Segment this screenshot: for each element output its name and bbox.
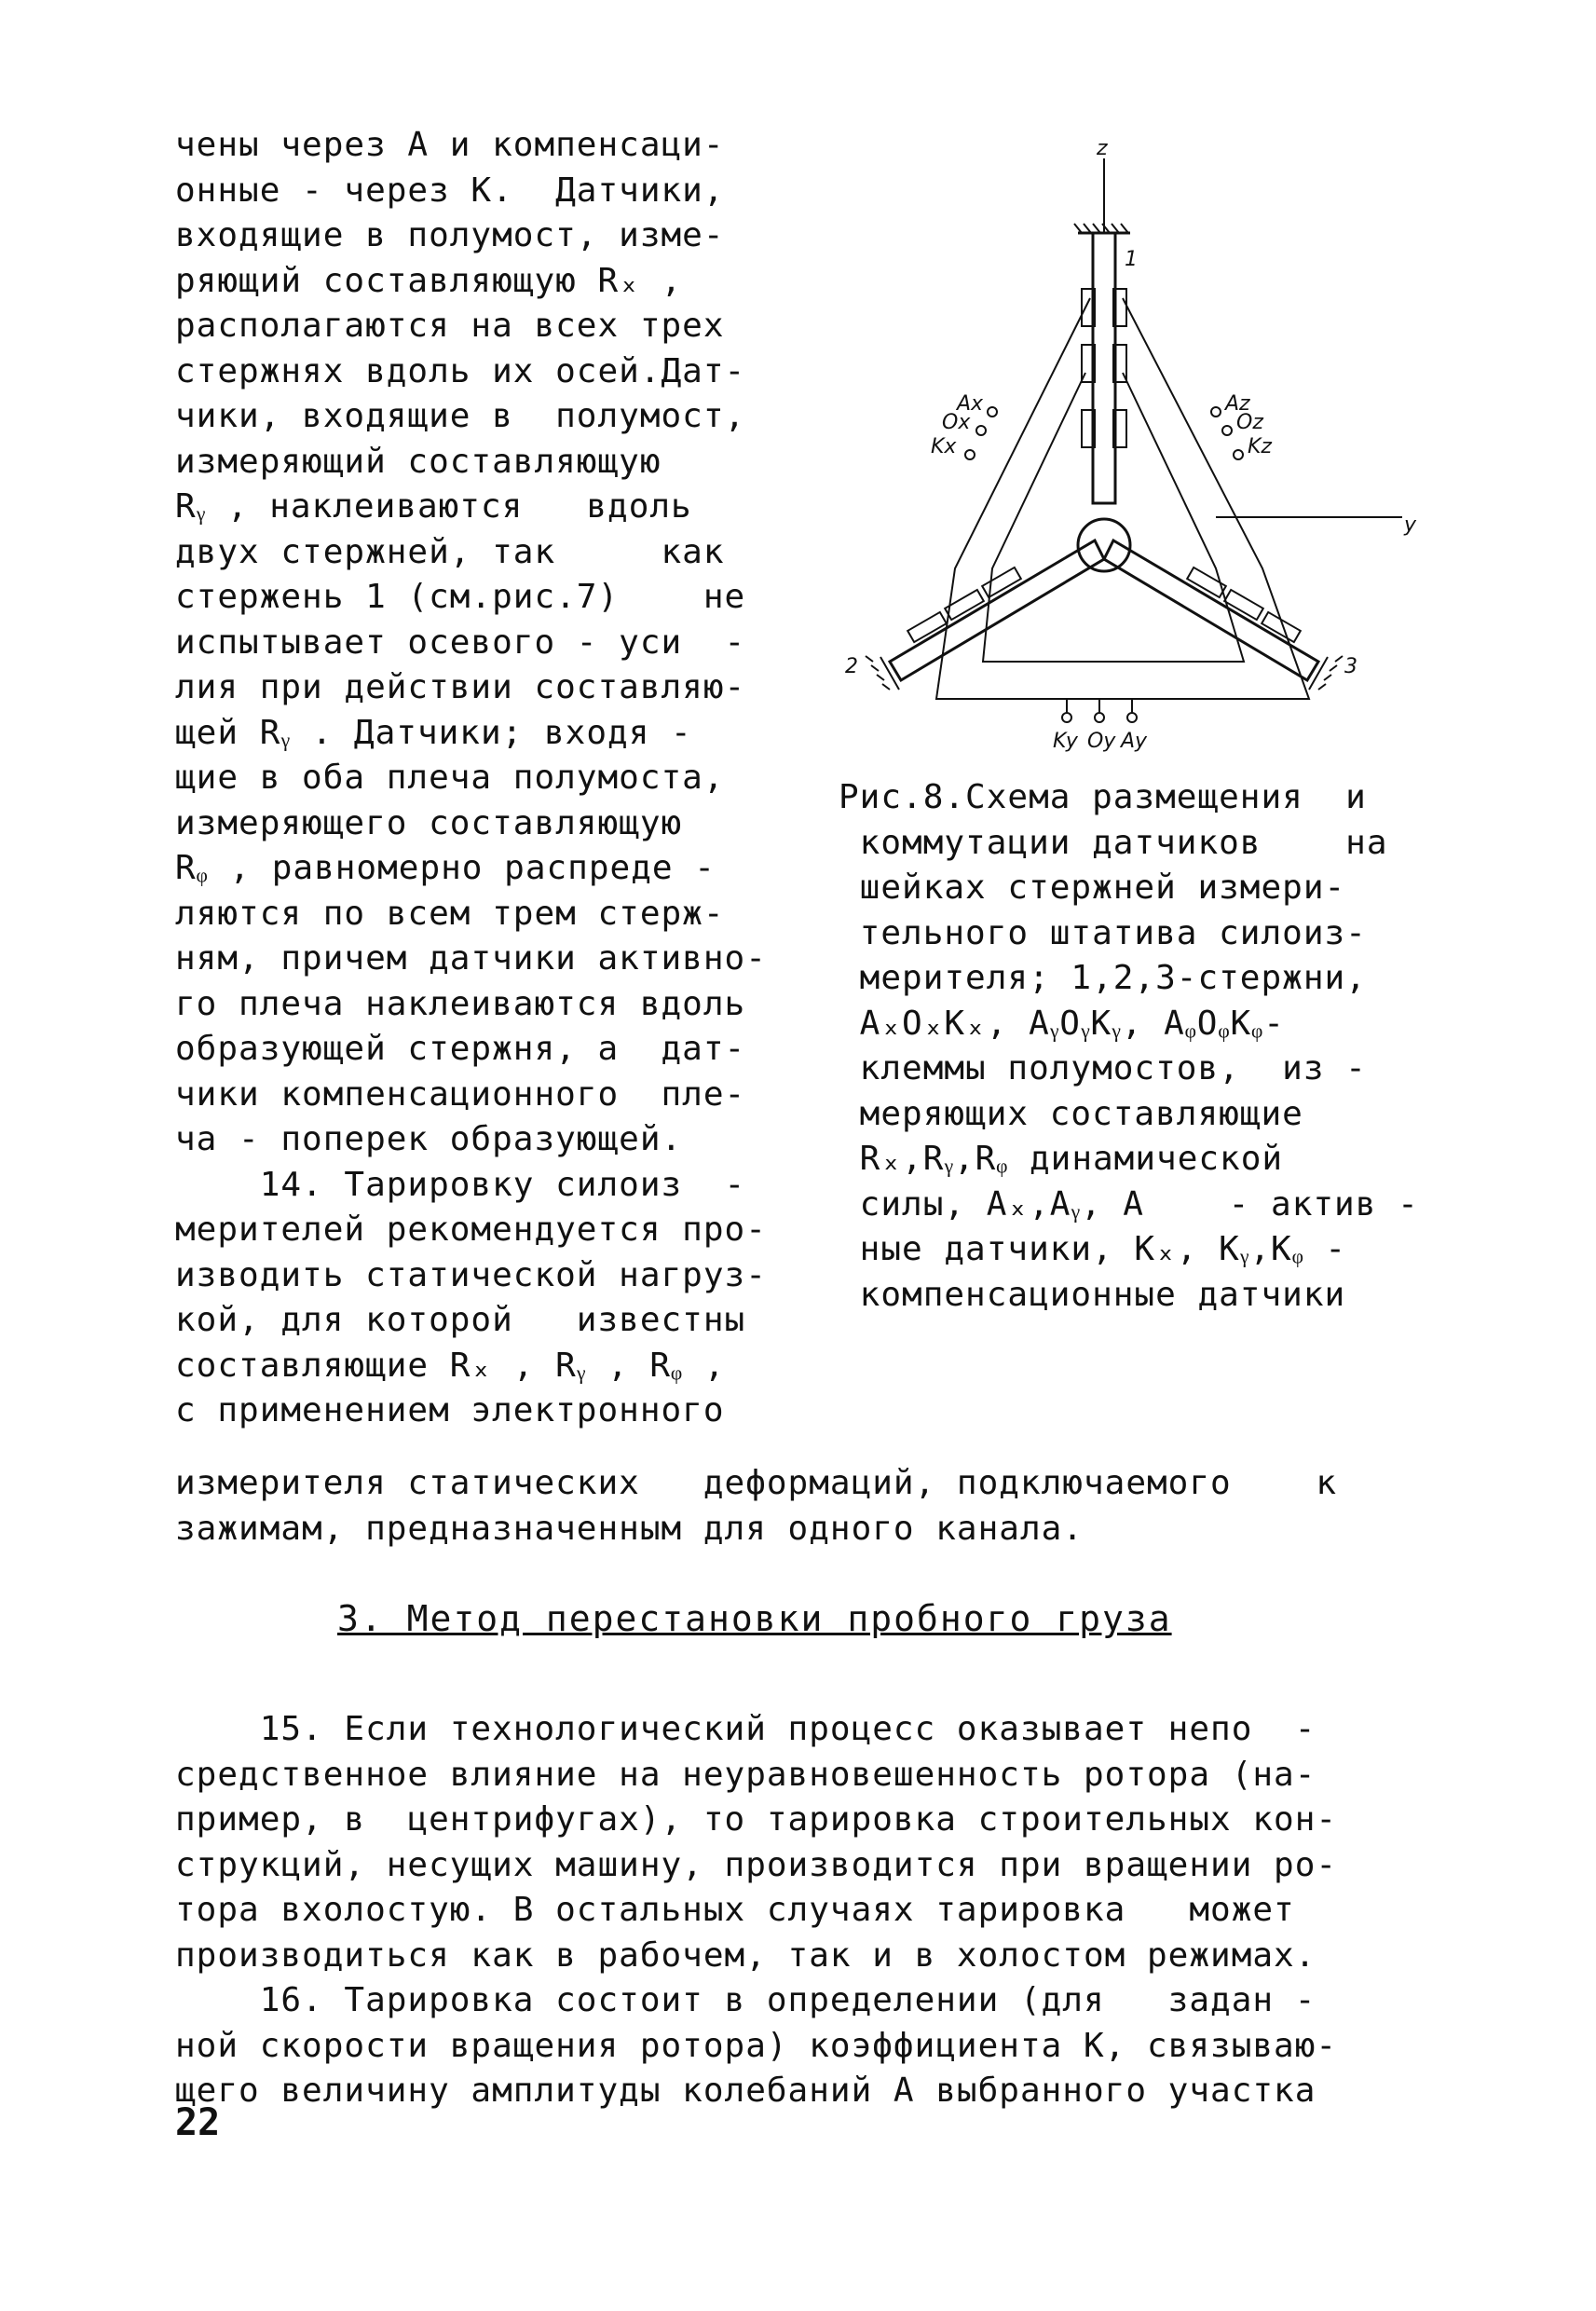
continuation-line: измерителя статических деформаций, подключаемого к xyxy=(175,1464,1338,1502)
right-terminals xyxy=(1211,392,1272,459)
left-column-line: изводить статической нагруз- xyxy=(175,1255,767,1294)
z-axis-label: z xyxy=(1097,140,1108,160)
body-line: щего величину амплитуды колебаний А выбранного участка xyxy=(175,2072,1316,2110)
terminal-Kx: Kx xyxy=(931,435,957,458)
left-column-line: чики компенсационного пле- xyxy=(175,1074,746,1114)
left-column-line: чены через А и компенсаци- xyxy=(175,126,725,164)
left-column-line: Rᵧ , наклеиваются вдоль xyxy=(175,487,692,526)
left-column-line: чики, входящие в полумост, xyxy=(175,397,746,435)
caption-line: Rₓ,Rᵧ,Rᵩ динамической xyxy=(839,1140,1284,1178)
left-column-line: 14. Тарировку силоиз - xyxy=(175,1165,746,1204)
left-column-line: стержнях вдоль их осей.Дат- xyxy=(175,351,746,390)
rod-2 xyxy=(845,540,1104,690)
caption-line: клеммы полумостов, из - xyxy=(839,1049,1367,1087)
caption-line: силы, Aₓ,Aᵧ, A - актив - xyxy=(839,1184,1419,1224)
left-column-line: образующей стержня, а дат- xyxy=(175,1030,746,1068)
left-terminals xyxy=(931,392,997,459)
left-column-line: измеряющий составляющую xyxy=(175,442,662,481)
terminal-Ax: Ax xyxy=(957,392,984,416)
caption-line: Рис.8.Схема размещения и xyxy=(839,778,1367,816)
left-column-line: стержень 1 (см.рис.7) не xyxy=(175,578,746,616)
section-heading: 3. Метод перестановки пробного груза xyxy=(337,1598,1172,1639)
body-line: ной скорости вращения ротора) коэффициента К, связываю- xyxy=(175,2026,1338,2065)
body-line: 16. Тарировка состоит в определении (для задан - xyxy=(175,1981,1316,2019)
caption-line: шейках стержней измери- xyxy=(839,868,1346,907)
terminal-Az: Az xyxy=(1225,392,1250,416)
caption-line: мерителя; 1,2,3-стержни, xyxy=(839,959,1367,997)
left-column-line: входящие в полумост, изме- xyxy=(175,216,725,254)
left-column-line: лия при действии составляю- xyxy=(175,668,746,706)
body-line: средственное влияние на неуравновешенность ротора (на- xyxy=(175,1755,1316,1794)
caption-line: компенсационные датчики xyxy=(839,1275,1346,1314)
caption-line: тельного штатива силоиз- xyxy=(839,913,1367,952)
page-number: 22 xyxy=(175,2101,221,2144)
caption-line: ные датчики, Kₓ, Kᵧ,Kᵩ - xyxy=(839,1230,1347,1268)
figure-8-schematic xyxy=(825,140,1439,755)
terminal-Ay: Ay xyxy=(1121,730,1148,753)
left-column-line: кой, для которой известны xyxy=(175,1301,746,1339)
caption-line: коммутации датчиков на xyxy=(839,823,1388,862)
left-column-line: составляющие Rₓ , Rᵧ , Rᵩ , xyxy=(175,1346,726,1385)
bottom-terminals xyxy=(1053,699,1148,753)
rod-1-label: 1 xyxy=(1125,248,1138,271)
rod-3-label: 3 xyxy=(1344,655,1357,678)
body-line: струкций, несущих машину, производится при вращении ро- xyxy=(175,1845,1338,1884)
terminal-Kz: Kz xyxy=(1248,435,1272,458)
continuation-line: зажимам, предназначенным для одного канала. xyxy=(175,1509,1084,1548)
terminal-Oy: Oy xyxy=(1087,730,1116,753)
left-column-line: мерителей рекомендуется про- xyxy=(175,1210,767,1249)
terminal-Ox: Ox xyxy=(942,411,971,434)
rod-1 xyxy=(1082,233,1138,503)
body-line: пример, в центрифугах), то тарировка строительных кон- xyxy=(175,1800,1338,1839)
caption-line: меряющих составляющие xyxy=(839,1094,1303,1133)
rod-2-label: 2 xyxy=(845,655,858,678)
left-column-line: с применением электронного xyxy=(175,1391,725,1429)
left-column-line: располагаются на всех трех xyxy=(175,307,725,345)
left-column-line: двух стержней, так как xyxy=(175,532,725,571)
left-column-line: ляются по всем трем стерж- xyxy=(175,894,725,933)
left-column-line: Rᵩ , равномерно распреде - xyxy=(175,849,716,887)
left-column-line: измеряющего составляющую xyxy=(175,803,683,842)
left-column-line: онные - через К. Датчики, xyxy=(175,171,725,210)
left-column-line: испытывает осевого - уси - xyxy=(175,622,746,662)
body-line: 15. Если технологический процесс оказывает непо - xyxy=(175,1710,1316,1748)
y-axis-label: y xyxy=(1404,513,1417,537)
left-column-line: щие в оба плеча полумоста, xyxy=(175,759,725,797)
terminal-Ky: Ky xyxy=(1053,730,1078,753)
left-column-line: го плеча наклеиваются вдоль xyxy=(175,984,746,1023)
terminal-Oz: Oz xyxy=(1236,411,1263,434)
left-column-line: щей Rᵧ . Датчики; входя - xyxy=(175,713,692,752)
wiring-frame xyxy=(936,298,1309,699)
body-line: тора вхолостую. В остальных случаях тарировка может xyxy=(175,1891,1295,1929)
caption-line: AₓOₓKₓ, AᵧOᵧKᵧ, AᵩOᵩKᵩ- xyxy=(839,1004,1285,1043)
left-column-line: ча - поперек образующей. xyxy=(175,1120,683,1158)
left-column-line: ням, причем датчики активно- xyxy=(175,939,767,978)
left-column-line: ряющий составляющую Rₓ , xyxy=(175,261,683,300)
body-line: производиться как в рабочем, так и в холостом режимах. xyxy=(175,1935,1316,1975)
